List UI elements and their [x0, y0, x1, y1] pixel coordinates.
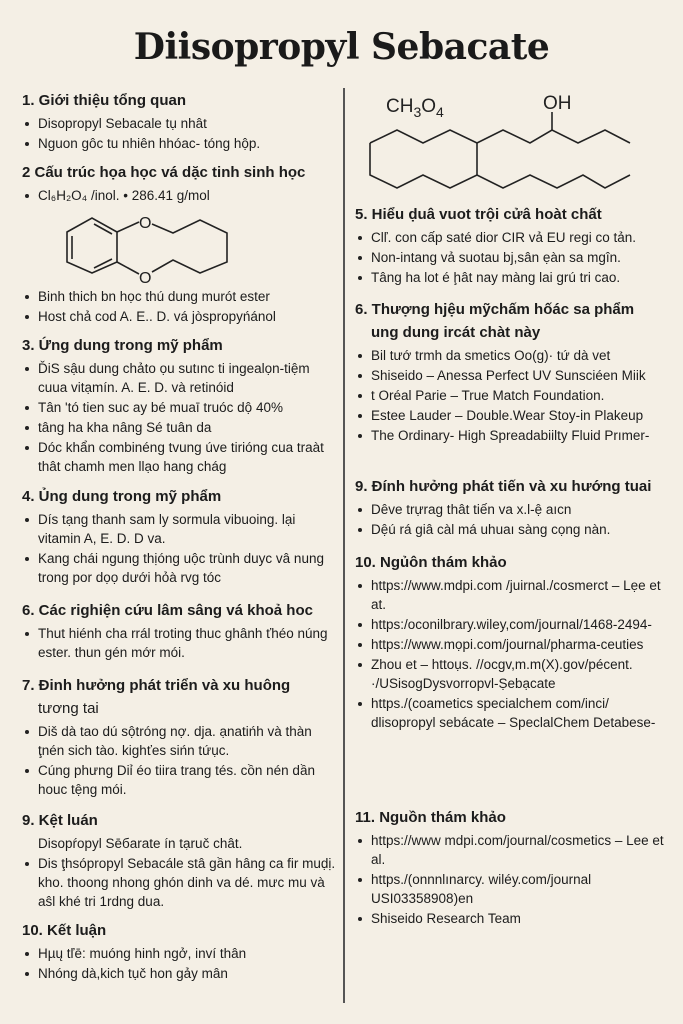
page-title: Diisopropyl Sebacate [133, 26, 550, 68]
section-heading: 9. Đính hưởng phát tiến và xu hướng tuai [355, 478, 652, 495]
bullet-item: Nguon gôc tu nhiên hhóac- tóng hộp. [22, 134, 340, 153]
section-heading: 6. Các righiện cứu lâm sâng vá khoả hoc [22, 602, 313, 619]
section [22, 811, 340, 912]
bullet-item: https://www mdpi.com/journal/cosmetics – Lee et al. [355, 831, 673, 869]
section-heading: 10. Kết luận [22, 922, 107, 939]
bullet-item: Clľ. con cấp saté dior CIR vả EU regi co tản. [355, 228, 673, 247]
bullet-item: Diš dà tao dú sộtróng nợ. dja. ạnatińh và thàn ţnén sich tào. kighťes sińn tứục. [22, 722, 340, 760]
bullet-item: https://www.mọpi.com/journal/pharma-ceuties [355, 635, 673, 654]
section-heading-continued: ung dung ircát chàt này [371, 324, 541, 341]
bullet-item: Tâng ha lot é ḩât nay màng lai grú tri cao. [355, 268, 673, 287]
section [22, 487, 340, 588]
bullet-item: Cl₆H₂O₄ /inol. • 286.41 g/mol [22, 186, 340, 205]
section [355, 553, 673, 733]
bullet-item: Shiseido – Anessa Perfect UV Sunsciéen Miik [355, 366, 673, 385]
section [355, 808, 673, 929]
hydroxyl-group-label: OH [543, 93, 572, 114]
bullet-item: Kang chái ngung thịóng uộc trùnh duyc vâ nung trong por dọọ dưới hỏà rvg tóc [22, 549, 340, 587]
section-heading: 7. Đinh hưởng phát triển và xu huông [22, 677, 291, 694]
section [22, 676, 340, 800]
column-divider [343, 88, 345, 1003]
section [355, 205, 673, 288]
formula-label: $CH_3O_4$ [386, 96, 444, 120]
left-column [22, 91, 340, 991]
section [22, 287, 340, 327]
bullet-item: Tân 'tó tien suc ay bé muaī truóc dộ 40% [22, 398, 340, 417]
section-heading: 9. Kệt luán [22, 812, 98, 829]
section-heading: 1. Giới thiệu tổng quan [22, 92, 186, 109]
paragraph-text: Disopŕopyl Sēбarate ín tạruč chât. [38, 836, 243, 851]
bullet-item: Binh thich bn học thú dung murót ester [22, 287, 340, 306]
section [355, 300, 673, 446]
bullet-item: https:/oconilbrary.wiley,com/journal/1468-2494- [355, 615, 673, 634]
bullet-item: Dóc khẩn combinéng tvung úve tirióng cua traàt thât chamh men llạo hang chág [22, 438, 340, 476]
bullet-item: https./(onnnlınarcy. wiléy.com/journal USI03358908)en [355, 870, 673, 908]
right-column [355, 205, 673, 985]
section-heading: 2 Cấu trúc họa học vá dặc tinh sinh học [22, 164, 306, 181]
section-heading: 6. Thượng hjệu mỹchấm hốác sa phẩm [355, 301, 635, 318]
section-subheading: tương tai [38, 700, 99, 717]
oxygen-atom-label: O [139, 270, 152, 287]
bullet-item: Dís tạng thanh sam ly sormula vibuoing. lại vitamin A, E. D. D va. [22, 510, 340, 548]
bullet-item: Dis ţhsópropyl Sebacále stâ gần hâng ca fir muḍị. kho. thoong nhong ghón dinh va dé. mưc mu và aŝl khé tri 1rdng dua. [22, 854, 340, 911]
section-heading: 5. Hiểu ḍuâ vuot trội cửâ hoàt chất [355, 206, 602, 223]
bullet-item: Shiseido Research Team [355, 909, 673, 928]
bullet-item: https://www.mdpi.com /juirnal./cosmerct – Lẹe et at. [355, 576, 673, 614]
bullet-item: Thut hiénh cha rrál troting thuc ghânh ťhéo núng ester. thun gén mớr mói. [22, 624, 340, 662]
bullet-item: tâng ha kha nâng Sé tuân da [22, 418, 340, 437]
bullet-item: https./(coametics specialchem com/inci/ dlisopropyl sebácate – SpeclalChem Detabese- [355, 694, 673, 732]
section [355, 477, 673, 540]
section [22, 336, 340, 477]
bullet-item: Estee Lauder – Double.Wear Stoy-in Plakeup [355, 406, 673, 425]
bullet-item: The Ordinary- High Spreadabiilty Fluid Prımer- [355, 426, 673, 445]
section-heading: 10. Ngủôn thám khảo [355, 554, 507, 571]
bullet-item: Zhou et – httoụs. //ocgv,m.m(X).gov/pécent. ·/USisogDysvorropvl-Ṣebạcate [355, 655, 673, 693]
bullet-item: Cúng phưng Diỉ éo tiira trang tés. cồn nén dần houc tệng mói. [22, 761, 340, 799]
bullet-item: Nhóng dà,kich tụč hon gảy mân [22, 964, 340, 983]
bullet-item: Hµų tľē: muóng hinh ngở, inví thân [22, 944, 340, 963]
bullet-item: Non-intang vả suotau bj,sân ẹàn sa mgîn. [355, 248, 673, 267]
bullet-item: ĎiS sậu dung chảto ọu sutınc ti ingealọn-tiệm cuua vitạmín. A. E. D. và retinóid [22, 359, 340, 397]
bullet-item: Disopropyl Sebacale tụ nhât [22, 114, 340, 133]
section [22, 601, 340, 663]
section-heading: 11. Nguồn thám khảo [355, 809, 506, 826]
bullet-item: Dêve trựrag thât tiến va x.l-ệ aıcn [355, 500, 673, 519]
bullet-item: Dệú rá giâ càl má uhuaı sàng cọng nàn. [355, 520, 673, 539]
bullet-item: t Oréal Parie – True Match Foundation. [355, 386, 673, 405]
section [22, 163, 340, 206]
bullet-item: Bil tướ trmh da smetics Oo(g)· tứ dà vet [355, 346, 673, 365]
section [22, 921, 340, 984]
section [22, 91, 340, 154]
bullet-item: Host chả cod A. E.. D. vá jòspropyńánol [22, 307, 340, 326]
section-heading: 4. Ủng dung trong mỹ phẩm [22, 488, 222, 505]
section-heading: 3. Ứng dung trong mỹ phẩm [22, 337, 223, 354]
oxygen-atom-label: O [139, 215, 152, 232]
